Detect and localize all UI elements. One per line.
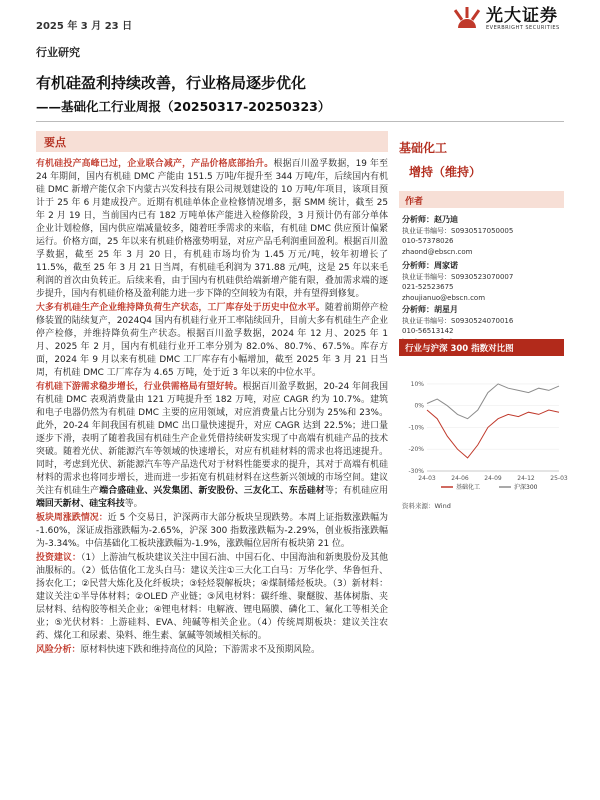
analyst-phone: 010-56513142 <box>402 327 454 335</box>
paragraph-demand <box>36 381 388 511</box>
page-title: 有机硅盈利持续改善，行业格局逐步优化 <box>36 74 307 92</box>
analyst-name: 分析师：胡星月 <box>402 305 458 314</box>
page-subtitle: ——基础化工行业周报（20250317-20250323） <box>36 99 331 114</box>
analyst-name: 分析师：周家诺 <box>402 261 458 270</box>
rating-badge: 增持（维持） <box>409 165 482 179</box>
chart-y-tick-label: -30% <box>408 468 424 475</box>
report-date: 2025 年 3 月 23 日 <box>36 21 133 32</box>
chart-series-line-industry <box>427 410 559 458</box>
analyst-card <box>402 215 562 257</box>
paragraph-lead: 有机硅投产高峰已过，企业联合减产，产品价格底部抬升。 <box>36 159 274 169</box>
brand-name-en: EVERBRIGHT SECURITIES <box>486 25 560 31</box>
paragraph-market <box>36 512 388 551</box>
report-type: 行业研究 <box>36 46 80 59</box>
chart-y-tick-label: -10% <box>408 424 424 432</box>
analyst-license: 执业证书编号：S0930524070016 <box>402 316 514 325</box>
chart-legend-label: 基础化工 <box>456 484 481 491</box>
analyst-license: 执业证书编号：S0930523070007 <box>402 272 514 281</box>
paragraph-lead: 大多有机硅生产企业维持降负荷生产状态，工厂库存处于历史中位水平。 <box>36 303 325 313</box>
paragraph-supply <box>36 158 388 301</box>
paragraph-text: 根据百川盈孚数据，19 年至 24 年期间，国内有机硅 DMC 产能由 151.5 万吨/年提升至 344 万吨/年，后续国内有机硅 DMC 新增产能仅余下内蒙古兴发科技有限公司规划建设的 10 万吨/年项目，该项目预计于 25 年 6 月建成投产。近期有机硅单体企业检修情况增多，据 SMM 统计，截至 25 年 2 月 19 日，当前国内已有 182 万吨单体产能进入检修阶段，3 月预计仍有部分单体企业计划检修，国内供应端减量较多，随着旺季需求的来临，有机硅 DMC 供应预计偏紧运行。价格方面，25 年以来有机硅价格涨势明显，对应产品毛利润重回盈利。根据百川盈孚数据，截至 25 年 3 月 20 日，有机硅市场均价为 1.45 万元/吨，较年初增长了 11.5%，截至 25 年 3 月 21 日当周，有机硅毛利润为 371.88 元/吨，这是 25 年以来毛利润的首次由负转正。后续来看，由于国内有机硅供给端新增产能有限，叠加需求端的逐步提升，国内有机硅价格及盈利能力进一步下降的空间较为有限，并有望得到修复。 <box>36 159 389 299</box>
paragraph-text: 等。 <box>124 499 143 509</box>
paragraph-text: 近 5 个交易日，沪深两市大部分板块呈现跌势。本周上证指数涨跌幅为 -1.60%，深证成指涨跌幅为-2.65%，沪深 300 指数涨跌幅为-2.29%，创业板指涨跌幅为-3.34%。中信基础化工板块涨跌幅为-1.9%，涨跌幅位居所有板块第 21 位。 <box>36 513 388 549</box>
company-list-producers: 端合盛硅业、兴发集团、新安股份、三友化工、东岳硅材 <box>99 486 325 496</box>
paragraph-text: 原材料快速下跌和维持高位的风险；下游需求不及预期风险。 <box>80 645 320 655</box>
analyst-name: 分析师：赵乃迪 <box>402 215 458 224</box>
chart-y-tick-label: 0% <box>414 402 424 410</box>
paragraph-lead: 投资建议： <box>36 553 81 563</box>
chart-x-tick-label: 25-03 <box>550 475 568 482</box>
author-section-header <box>399 191 564 208</box>
paragraph-inventory <box>36 302 388 380</box>
company-list-applications: 端回天新材、硅宝科技 <box>36 499 125 509</box>
paragraph-lead: 风险分析： <box>36 645 81 655</box>
chart-y-tick-label: -20% <box>408 446 424 454</box>
analyst-email[interactable]: zhaond@ebscn.com <box>402 247 473 256</box>
chart-legend-label: 沪深300 <box>514 484 538 491</box>
paragraph-lead: 有机硅下游需求稳步增长，行业供需格局有望好转。 <box>36 382 243 392</box>
summary-section-label: 要点 <box>44 136 66 149</box>
chart-source: 资料来源：Wind <box>402 502 451 510</box>
report-body <box>36 158 388 658</box>
analyst-email[interactable]: zhoujianuo@ebscn.com <box>402 293 486 302</box>
paragraph-text: 随着前期停产检修装置的陆续复产，2024Q4 国内有机硅行业开工率陆续回升，目前大多有机硅生产企业停产检修，并维持降负荷生产状态。根据百川盈孚数据，2024 年 12 月、2025 年 1 月、2025 年 2 月，国内有机硅行业开工率分别为 82.0%、80.7%、67.5%。库存方面，2024 年 9 月以来有机硅 DMC 工厂库存有小幅增加，截至 2025 年 3 月 21 日当周，有机硅 DMC 工厂库存为 4.65 万吨，处于近 3 年以来的中位水平。 <box>36 303 389 378</box>
paragraph-lead: 板块周涨跌情况： <box>36 513 108 523</box>
comparison-chart-svg <box>399 363 568 498</box>
comparison-chart <box>399 363 568 513</box>
summary-section-header <box>36 131 388 152</box>
paragraph-text: （1）上游油气板块建议关注中国石油、中国石化、中国海油和新奥股份及其他油服标的。（2）低估值化工龙头白马：建议关注①三大化工白马：万华化学、华鲁恒升、扬农化工；②民营大炼化及化纤板块；③轻烃裂解板块；④煤制烯烃板块。（3）新材料：建议关注①半导体材料；②OLED 产业链；③风电材料：碳纤维、聚醚胺、基体树脂、夹层材料、结构胶等相关企业；④锂电材料：电解液、锂电隔膜、磷化工、氟化工等相关企业；⑤光伏材料：上游硅料、EVA、纯碱等相关企业。（4）传统周期板块：建议关注农药、煤化工和尿素、染料、维生素、氯碱等领域相关标的。 <box>36 553 389 641</box>
chart-x-tick-label: 24-03 <box>418 475 436 482</box>
brand-name: 光大证券 <box>486 6 558 26</box>
sunburst-logo-icon <box>454 6 480 32</box>
chart-x-tick-label: 24-06 <box>451 475 469 482</box>
header-divider <box>36 121 564 122</box>
chart-y-tick-label: 10% <box>410 380 424 388</box>
analyst-phone: 010-57378026 <box>402 237 454 245</box>
industry-name: 基础化工 <box>399 141 448 155</box>
brand-logo <box>454 6 560 32</box>
paragraph-text: 等；有机硅应用 <box>324 486 389 496</box>
analyst-license: 执业证书编号：S0930517050005 <box>402 226 514 235</box>
chart-title-bar <box>399 339 564 356</box>
chart-title: 行业与沪深 300 指数对比图 <box>405 344 514 354</box>
analyst-phone: 021-52523675 <box>402 283 454 291</box>
paragraph-advice <box>36 552 388 643</box>
analyst-card <box>402 261 562 303</box>
paragraph-risk <box>36 644 388 657</box>
paragraph-text: 根据百川盈孚数据，20-24 年间我国有机硅 DMC 表观消费量由 121 万吨提升至 182 万吨，对应 CAGR 约为 10.7%。建筑和电子电器仍然为有机硅 DMC 主要的应用领域，对应消费量占比分别为 25%和 23%。此外，20-24 年间我国有机硅 DMC 出口量快速提升，对应 CAGR 达到 22.5%；进口量逐步下滑，表明了随着我国有机硅生产企业凭借持续研发实现了中高端有机硅产品的技术突破。随着光伏、新能源汽车等领域的快速增长，对应有机硅材料的需求也将迅速提升。同时，考虑到光伏、新能源汽车等产品迭代对于材料性能要求的提升，其对于高端有机硅材料的需求也将同步增长，进而进一步拓宽有机硅材料在这些新兴领域的市场空间。建议关注有机硅生产 <box>36 382 388 496</box>
chart-x-tick-label: 24-09 <box>484 475 502 482</box>
author-section-label: 作者 <box>405 197 424 207</box>
chart-x-tick-label: 24-12 <box>517 475 535 482</box>
chart-series-line-index <box>427 384 559 419</box>
